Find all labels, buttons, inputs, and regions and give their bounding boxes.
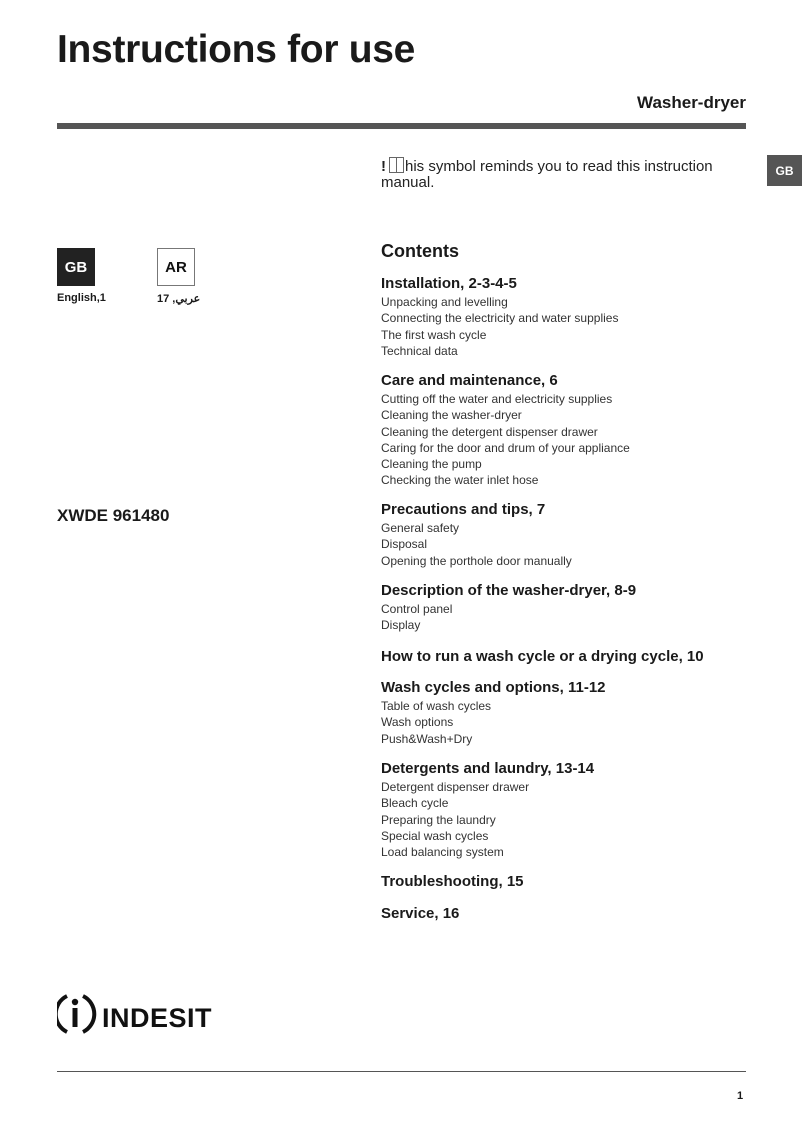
toc-item[interactable]: Wash options: [381, 715, 454, 730]
read-manual-note: [381, 157, 721, 191]
svg-text:INDESIT: INDESIT: [102, 1003, 213, 1033]
toc-section-title[interactable]: How to run a wash cycle or a drying cycle, 10: [381, 648, 704, 665]
toc-item[interactable]: Preparing the laundry: [381, 812, 496, 827]
page-title: Instructions for use: [57, 28, 416, 71]
toc-section: [381, 873, 524, 892]
toc-section: [381, 648, 704, 667]
toc-item[interactable]: Disposal: [381, 537, 428, 552]
toc-item[interactable]: Unpacking and levelling: [381, 295, 508, 309]
toc-item[interactable]: Cleaning the washer-dryer: [381, 408, 522, 423]
toc-item[interactable]: Cleaning the pump: [381, 457, 482, 472]
toc-item[interactable]: Checking the water inlet hose: [381, 473, 539, 488]
toc-section-title[interactable]: Description of the washer-dryer, 8-9: [381, 582, 637, 599]
language-box-gb[interactable]: GB: [57, 248, 95, 286]
toc-item[interactable]: Push&Wash+Dry: [381, 731, 473, 746]
toc-item[interactable]: Display: [381, 618, 421, 633]
language-label-ar: عربي, 17: [157, 293, 201, 305]
toc-item[interactable]: Special wash cycles: [381, 828, 489, 843]
language-tab: GB: [767, 155, 802, 186]
toc-item[interactable]: General safety: [381, 521, 460, 535]
toc-item[interactable]: Technical data: [381, 343, 458, 358]
language-label-gb: English,1: [57, 292, 106, 304]
toc-section-title[interactable]: Service, 16: [381, 905, 460, 922]
toc-item[interactable]: Detergent dispenser drawer: [381, 780, 530, 794]
toc-section-title[interactable]: Troubleshooting, 15: [381, 873, 524, 890]
toc-section: [381, 372, 630, 489]
toc-section: [381, 501, 572, 569]
toc-item[interactable]: Table of wash cycles: [381, 699, 492, 713]
warning-mark: !: [381, 158, 386, 175]
model-number: XWDE 961480: [57, 506, 170, 525]
indesit-logo: [57, 992, 257, 1041]
footer-divider: [57, 1071, 746, 1072]
toc-section-title[interactable]: Detergents and laundry, 13-14: [381, 760, 595, 777]
toc-section: [381, 679, 606, 747]
toc-item[interactable]: Cleaning the detergent dispenser drawer: [381, 424, 598, 439]
toc-section-title[interactable]: Care and maintenance, 6: [381, 372, 558, 389]
toc-section-title[interactable]: Wash cycles and options, 11-12: [381, 679, 606, 696]
language-box-ar[interactable]: AR: [157, 248, 195, 286]
toc-item[interactable]: Bleach cycle: [381, 796, 449, 811]
toc-item[interactable]: Caring for the door and drum of your appliance: [381, 440, 630, 455]
page-number: 1: [737, 1090, 744, 1102]
toc-section-title[interactable]: Precautions and tips, 7: [381, 501, 546, 518]
toc-item[interactable]: Opening the porthole door manually: [381, 553, 572, 568]
toc-section: [381, 905, 459, 924]
toc-section: [381, 275, 618, 359]
contents-heading: Contents: [381, 241, 459, 261]
toc-item[interactable]: Control panel: [381, 602, 453, 616]
page-subtitle: Washer-dryer: [637, 93, 746, 112]
toc-item[interactable]: Connecting the electricity and water supplies: [381, 311, 619, 326]
toc-section: [381, 582, 636, 634]
toc-section-title[interactable]: Installation, 2-3-4-5: [381, 275, 517, 292]
book-icon: [389, 157, 404, 173]
toc-item[interactable]: The first wash cycle: [381, 327, 487, 342]
toc-section: [381, 760, 594, 860]
note-text: his symbol reminds you to read this instruction manual.: [381, 158, 713, 191]
toc-item[interactable]: Cutting off the water and electricity supplies: [381, 392, 613, 406]
header-divider: [57, 123, 746, 129]
toc-item[interactable]: Load balancing system: [381, 845, 504, 860]
